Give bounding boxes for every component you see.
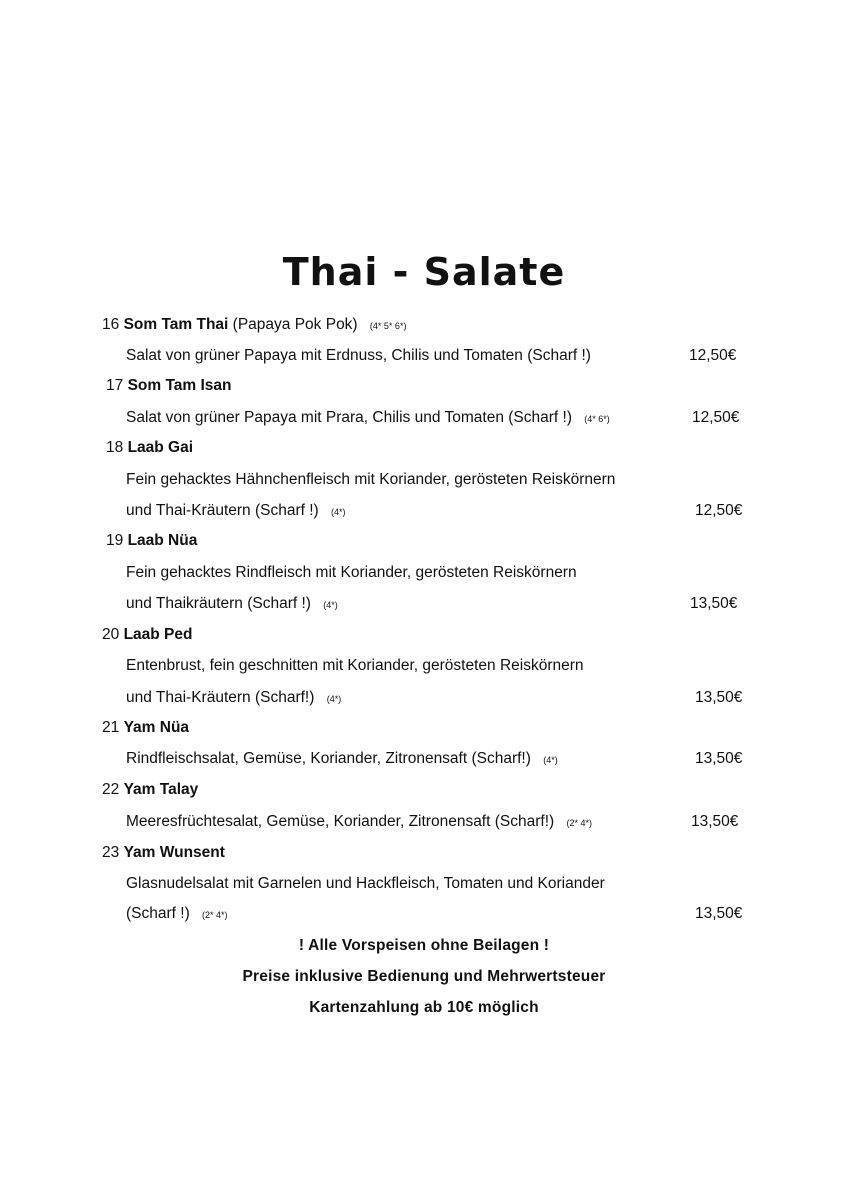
item-description: [126, 409, 610, 427]
page-title: Thai - Salate: [282, 250, 566, 294]
item-price: 13,50€: [695, 750, 743, 767]
item-description-text: und Thai-Kräutern (Scharf!): [126, 689, 315, 706]
item-price: 12,50€: [692, 409, 740, 426]
menu-item-header: [102, 626, 192, 644]
item-name: Som Tam Isan: [127, 377, 232, 394]
note-no-sides: ! Alle Vorspeisen ohne Beilagen !: [298, 937, 550, 954]
item-allergens: (4* 5* 6*): [369, 321, 407, 331]
item-description-text: und Thai-Kräutern (Scharf !): [126, 502, 319, 519]
item-subtitle: (Papaya Pok Pok): [232, 316, 358, 333]
menu-item-header: [102, 844, 225, 862]
item-description: Entenbrust, fein geschnitten mit Koriander, gerösteten Reiskörnern: [126, 657, 584, 674]
item-price: 13,50€: [695, 905, 743, 922]
item-description: Glasnudelsalat mit Garnelen und Hackfleisch, Tomaten und Koriander: [126, 875, 605, 892]
menu-item-header: [102, 781, 198, 799]
item-description: Fein gehacktes Hähnchenfleisch mit Koriander, gerösteten Reiskörnern: [126, 471, 616, 488]
item-price: 12,50€: [695, 502, 743, 519]
item-description: [126, 595, 338, 613]
item-name: Laab Nüa: [127, 532, 198, 549]
item-price: 13,50€: [690, 595, 738, 612]
item-description-text: Meeresfrüchtesalat, Gemüse, Koriander, Zitronensaft (Scharf!): [126, 813, 555, 830]
item-number: 17: [106, 377, 124, 394]
item-name: Yam Nüa: [123, 719, 190, 736]
item-description-text: (Scharf !): [126, 905, 190, 922]
item-allergens: (2* 4*): [202, 910, 228, 920]
menu-item-header: [106, 439, 193, 457]
item-allergens: (4* 6*): [584, 414, 610, 424]
item-allergens: (4*): [326, 694, 342, 704]
item-number: 18: [106, 439, 124, 456]
item-price: 12,50€: [689, 347, 737, 364]
item-number: 22: [102, 781, 120, 798]
item-number: 16: [102, 316, 120, 333]
item-name: Laab Ped: [123, 626, 193, 643]
item-description: [126, 905, 228, 923]
item-allergens: (4*): [543, 755, 558, 765]
menu-item-header: [106, 532, 197, 550]
item-description-text: Rindfleischsalat, Gemüse, Koriander, Zitronensaft (Scharf!): [126, 750, 531, 767]
menu-item-header: [102, 719, 189, 737]
item-description: [126, 689, 341, 707]
note-prices: Preise inklusive Bedienung und Mehrwertsteuer: [242, 968, 606, 985]
menu-item-header: [106, 377, 232, 395]
item-number: 20: [102, 626, 120, 643]
item-allergens: (4*): [331, 507, 346, 517]
item-name: Som Tam Thai: [123, 316, 229, 333]
item-description: [126, 813, 592, 831]
item-price: 13,50€: [695, 689, 743, 706]
item-description: Fein gehacktes Rindfleisch mit Koriander, gerösteten Reiskörnern: [126, 564, 577, 581]
item-name: Laab Gai: [127, 439, 194, 456]
item-allergens: (2* 4*): [566, 818, 592, 828]
item-description-text: Salat von grüner Papaya mit Prara, Chilis und Tomaten (Scharf !): [126, 409, 572, 426]
menu-item-header: [102, 316, 406, 334]
item-number: 21: [102, 719, 120, 736]
item-number: 19: [106, 532, 124, 549]
item-name: Yam Talay: [123, 781, 199, 798]
item-description: [126, 750, 558, 768]
item-description: Salat von grüner Papaya mit Erdnuss, Chilis und Tomaten (Scharf !): [126, 347, 591, 364]
item-allergens: (4*): [323, 600, 338, 610]
note-card-payment: Kartenzahlung ab 10€ möglich: [309, 999, 539, 1016]
item-number: 23: [102, 844, 120, 861]
item-description: [126, 502, 346, 520]
item-name: Yam Wunsent: [123, 844, 225, 861]
item-description-text: und Thaikräutern (Scharf !): [126, 595, 311, 612]
item-price: 13,50€: [691, 813, 739, 830]
